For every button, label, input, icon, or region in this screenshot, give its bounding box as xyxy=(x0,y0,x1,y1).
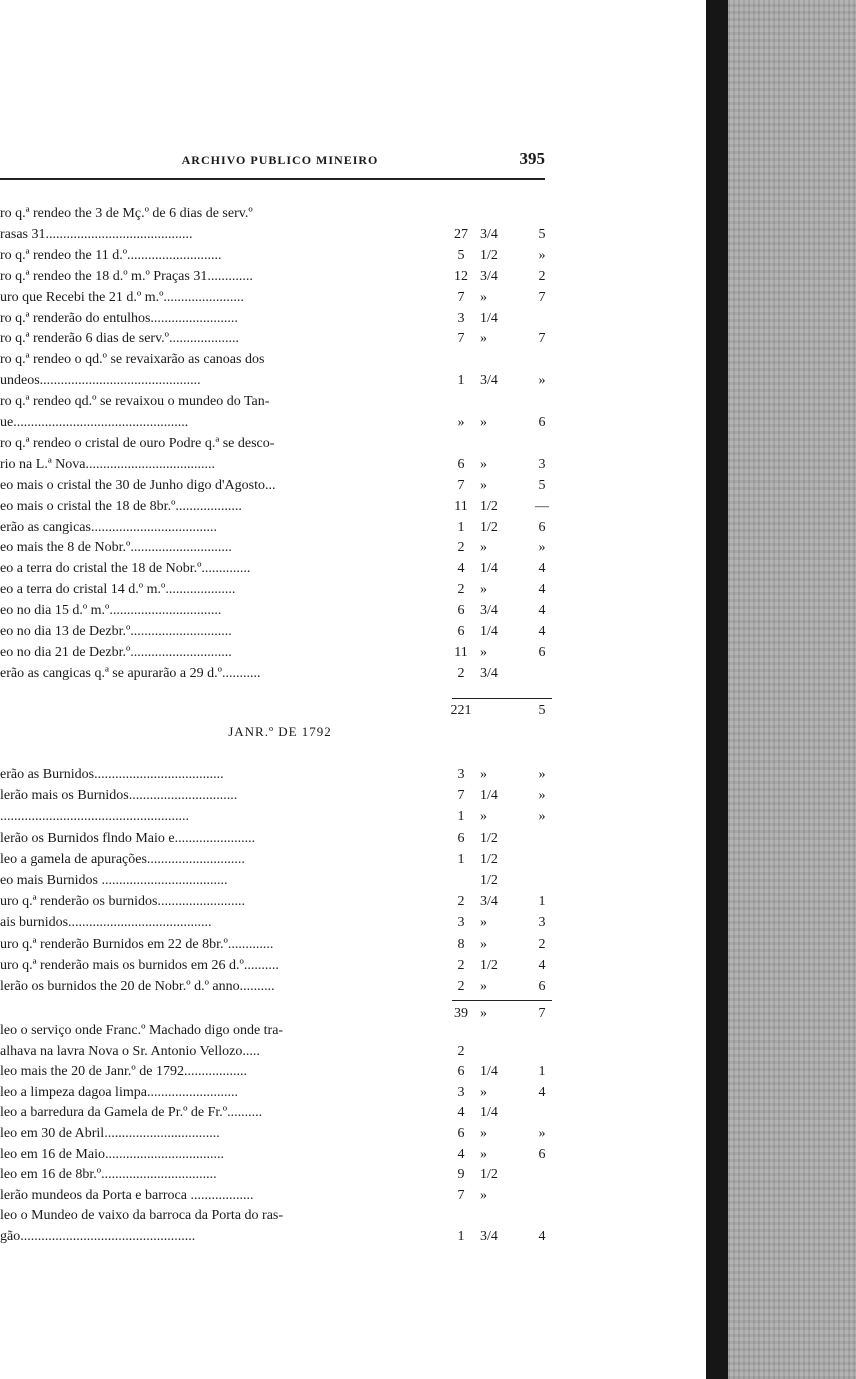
amount-vintens: 6 xyxy=(538,644,546,660)
amount-oitavas: 3 xyxy=(457,915,465,931)
amount-fraction: 1/2 xyxy=(480,1167,498,1183)
amount-vintens: 4 xyxy=(538,582,546,598)
amount-fraction: 3/4 xyxy=(480,894,498,910)
amount-fraction: » xyxy=(480,644,487,660)
amount-vintens: » xyxy=(538,1126,546,1141)
amount-fraction: » xyxy=(480,415,487,430)
amount-vintens: 5 xyxy=(538,477,546,493)
amount-fraction: » xyxy=(480,767,487,782)
row-description: ro q.ª rendeo the 3 de Mç.º de 6 dias de serv.º xyxy=(0,206,253,221)
total-column-3: 5 xyxy=(538,703,546,718)
amount-oitavas: 1 xyxy=(457,373,465,389)
amount-oitavas: 4 xyxy=(457,1105,465,1121)
amount-vintens: » xyxy=(538,809,546,825)
row-description: rasas 31.......................................... xyxy=(0,226,193,242)
row-description: eo mais the 8 de Nobr.º............................. xyxy=(0,540,232,556)
row-description: ...................................................... xyxy=(0,809,189,825)
row-description: rio na L.ª Nova..................................... xyxy=(0,456,216,472)
amount-oitavas: 1 xyxy=(457,851,465,867)
amount-oitavas: 5 xyxy=(457,247,465,263)
row-description: leo a gamela de apurações............................ xyxy=(0,851,245,867)
amount-oitavas: 6 xyxy=(457,456,465,472)
amount-oitavas: 6 xyxy=(457,830,465,846)
facing-page-edge xyxy=(728,0,856,1379)
amount-oitavas: 2 xyxy=(457,582,465,598)
amount-oitavas: 1 xyxy=(457,1229,465,1244)
row-description: eo no dia 21 de Dezbr.º............................. xyxy=(0,644,232,660)
amount-fraction: 3/4 xyxy=(480,268,498,284)
amount-oitavas: 7 xyxy=(457,477,465,493)
amount-vintens: 6 xyxy=(538,415,546,430)
amount-vintens: » xyxy=(538,540,546,556)
amount-vintens: 7 xyxy=(538,289,546,305)
amount-oitavas: 7 xyxy=(457,1187,465,1203)
amount-oitavas: 27 xyxy=(454,226,468,242)
amount-fraction: 1/4 xyxy=(480,624,498,639)
row-description: ue.................................................. xyxy=(0,415,189,430)
amount-oitavas: 1 xyxy=(457,519,465,535)
amount-oitavas: 2 xyxy=(457,979,465,994)
amount-vintens: 6 xyxy=(538,1146,546,1162)
amount-fraction: » xyxy=(480,582,487,598)
row-description: lerão mundeos da Porta e barroca .................. xyxy=(0,1187,254,1203)
row-description: eo a terra do cristal 14 d.º m.º.................... xyxy=(0,582,236,598)
header-rule xyxy=(0,178,545,180)
amount-oitavas: » xyxy=(457,415,465,430)
row-description: erão as cangicas q.ª se apurarão a 29 d.º........... xyxy=(0,665,261,681)
amount-oitavas: 1 xyxy=(457,809,465,825)
row-description: ro q.ª renderão do entulhos......................... xyxy=(0,310,238,326)
amount-fraction: 3/4 xyxy=(480,226,498,242)
row-description: leo a limpeza dagoa limpa.......................... xyxy=(0,1084,238,1100)
row-description: ro q.ª rendeo o qd.º se revaixarão as canoas dos xyxy=(0,352,265,368)
row-description: eo mais Burnidos .................................... xyxy=(0,873,228,888)
amount-oitavas: 3 xyxy=(457,310,465,326)
amount-fraction: » xyxy=(480,1146,487,1162)
amount-oitavas: 6 xyxy=(457,624,465,639)
amount-fraction: 1/4 xyxy=(480,788,498,804)
amount-oitavas: 4 xyxy=(457,1146,465,1162)
amount-oitavas: 4 xyxy=(457,561,465,577)
row-description: leo em 16 de Maio.................................. xyxy=(0,1146,224,1162)
amount-fraction: » xyxy=(480,1084,487,1100)
row-description: uro q.ª renderão os burnidos......................... xyxy=(0,894,245,910)
amount-oitavas: 12 xyxy=(454,268,468,284)
amount-oitavas: 6 xyxy=(457,1126,465,1141)
amount-fraction: » xyxy=(480,289,487,305)
amount-oitavas: 2 xyxy=(457,957,465,973)
amount-vintens: » xyxy=(538,788,546,804)
row-description: lerão mais os Burnidos............................... xyxy=(0,788,238,804)
row-description: lerão os Burnidos flndo Maio e....................... xyxy=(0,830,256,846)
amount-fraction: » xyxy=(480,915,487,931)
amount-vintens: 5 xyxy=(538,226,546,242)
amount-vintens: 4 xyxy=(538,957,546,973)
amount-vintens: » xyxy=(538,767,546,782)
amount-fraction: 3/4 xyxy=(480,665,498,681)
amount-fraction: » xyxy=(480,540,487,556)
amount-fraction: 1/4 xyxy=(480,1064,498,1080)
amount-oitavas: 11 xyxy=(454,644,468,660)
amount-oitavas: 11 xyxy=(454,498,468,514)
row-description: lerão os burnidos the 20 de Nobr.º d.º anno.......... xyxy=(0,979,275,994)
row-description: ro q.ª renderão 6 dias de serv.º.................... xyxy=(0,331,240,347)
amount-vintens: — xyxy=(535,498,549,514)
total-column-3: 7 xyxy=(538,1006,546,1021)
amount-oitavas: 7 xyxy=(457,289,465,305)
row-description: ais burnidos......................................... xyxy=(0,915,212,931)
amount-fraction: 1/2 xyxy=(480,247,498,263)
row-description: alhava na lavra Nova o Sr. Antonio Vellozo..... xyxy=(0,1043,260,1059)
amount-fraction: » xyxy=(480,1126,487,1141)
amount-oitavas: 3 xyxy=(457,767,465,782)
book-gutter-shadow xyxy=(706,0,728,1379)
amount-fraction: » xyxy=(480,936,487,952)
amount-fraction: 1/2 xyxy=(480,498,498,514)
amount-vintens: 4 xyxy=(538,1084,546,1100)
amount-fraction: 3/4 xyxy=(480,603,498,619)
amount-fraction: » xyxy=(480,456,487,472)
amount-vintens: » xyxy=(538,247,546,263)
amount-fraction: » xyxy=(480,979,487,994)
amount-fraction: » xyxy=(480,809,487,825)
row-description: gão.................................................. xyxy=(0,1229,196,1244)
amount-oitavas: 6 xyxy=(457,1064,465,1080)
row-description: leo em 16 de 8br.º................................. xyxy=(0,1167,217,1183)
row-description: leo a barredura da Gamela de Pr.º de Fr.º.......... xyxy=(0,1105,263,1121)
amount-oitavas: 2 xyxy=(457,665,465,681)
amount-oitavas: 9 xyxy=(457,1167,465,1183)
amount-fraction: 1/4 xyxy=(480,561,498,577)
sum-rule xyxy=(452,1000,552,1001)
row-description: ro q.ª rendeo the 18 d.º m.º Praças 31............. xyxy=(0,268,253,284)
amount-oitavas: 8 xyxy=(457,936,465,952)
amount-oitavas: 2 xyxy=(457,1043,465,1059)
amount-oitavas: 2 xyxy=(457,540,465,556)
amount-oitavas: 7 xyxy=(457,331,465,347)
row-description: ro q.ª rendeo qd.º se revaixou o mundeo do Tan- xyxy=(0,394,270,410)
total-value: 39 xyxy=(454,1006,468,1021)
amount-vintens: 4 xyxy=(538,1229,546,1244)
amount-fraction: 1/2 xyxy=(480,830,498,846)
row-description: eo no dia 13 de Dezbr.º............................. xyxy=(0,624,232,639)
row-description: uro que Recebi the 21 d.º m.º....................... xyxy=(0,289,244,305)
amount-fraction: » xyxy=(480,331,487,347)
amount-vintens: » xyxy=(538,373,546,389)
amount-vintens: 3 xyxy=(538,915,546,931)
row-description: uro q.ª renderão Burnidos em 22 de 8br.º............. xyxy=(0,936,274,952)
row-description: uro q.ª renderão mais os burnidos em 26 d.º.......... xyxy=(0,957,279,973)
row-description: undeos.............................................. xyxy=(0,373,201,389)
amount-oitavas: 2 xyxy=(457,894,465,910)
row-description: leo o Mundeo de vaixo da barroca da Porta do ras- xyxy=(0,1208,284,1224)
amount-vintens: 1 xyxy=(538,1064,546,1080)
amount-fraction: 3/4 xyxy=(480,373,498,389)
row-description: eo mais o cristal the 18 de 8br.º................... xyxy=(0,498,242,514)
section-heading: JANR.º DE 1792 xyxy=(228,724,332,739)
row-description: erão as Burnidos..................................... xyxy=(0,767,224,782)
amount-fraction: 1/4 xyxy=(480,1105,498,1121)
amount-vintens: 4 xyxy=(538,561,546,577)
page-number: 395 xyxy=(519,149,545,168)
amount-oitavas: 6 xyxy=(457,603,465,619)
amount-vintens: 2 xyxy=(538,936,546,952)
row-description: eo mais o cristal the 30 de Junho digo d'Agosto... xyxy=(0,477,276,493)
amount-fraction: 1/2 xyxy=(480,851,498,867)
amount-fraction: 1/2 xyxy=(480,957,498,973)
amount-fraction: » xyxy=(480,477,487,493)
amount-vintens: 1 xyxy=(538,894,546,910)
row-description: leo mais the 20 de Janr.º de 1792.................. xyxy=(0,1064,247,1080)
amount-fraction: 1/4 xyxy=(480,310,498,326)
total-value: 221 xyxy=(450,703,472,718)
row-description: eo no dia 15 d.º m.º................................ xyxy=(0,603,222,619)
sum-rule xyxy=(452,698,552,699)
amount-fraction: 3/4 xyxy=(480,1229,498,1244)
amount-fraction: » xyxy=(480,1187,487,1203)
running-title: ARCHIVO PUBLICO MINEIRO xyxy=(181,153,379,167)
amount-vintens: 7 xyxy=(538,331,546,347)
row-description: eo a terra do cristal the 18 de Nobr.º.............. xyxy=(0,561,251,577)
amount-oitavas: 7 xyxy=(457,788,465,804)
row-description: ro q.ª rendeo the 11 d.º........................... xyxy=(0,247,222,263)
row-description: leo o serviço onde Franc.º Machado digo onde tra- xyxy=(0,1023,284,1038)
row-description: leo em 30 de Abril................................. xyxy=(0,1126,220,1141)
amount-vintens: 4 xyxy=(538,603,546,619)
amount-vintens: 2 xyxy=(538,268,546,284)
amount-oitavas: 3 xyxy=(457,1084,465,1100)
amount-vintens: 6 xyxy=(538,979,546,994)
total-fraction: » xyxy=(480,1006,487,1021)
amount-vintens: 6 xyxy=(538,519,546,535)
amount-vintens: 4 xyxy=(538,624,546,639)
amount-fraction: 1/2 xyxy=(480,519,498,535)
row-description: erão as cangicas.................................... xyxy=(0,519,217,535)
row-description: ro q.ª rendeo o cristal de ouro Podre q.ª se desco- xyxy=(0,435,275,451)
amount-vintens: 3 xyxy=(538,456,546,472)
amount-fraction: 1/2 xyxy=(480,873,498,888)
